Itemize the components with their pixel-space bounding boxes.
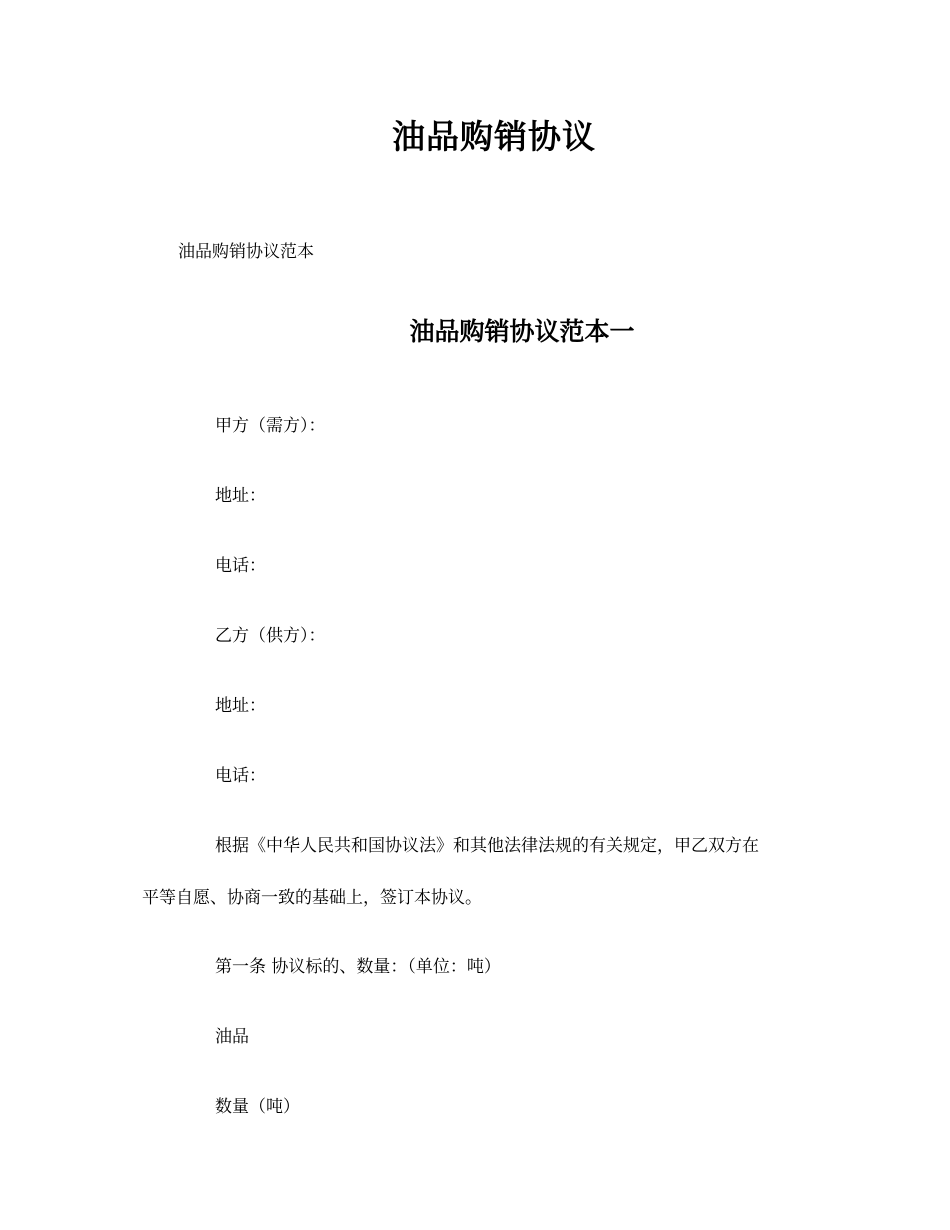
article-1-heading: 第一条 协议标的、数量：（单位：吨） bbox=[215, 957, 501, 977]
document-subtitle: 油品购销协议范本 bbox=[178, 242, 314, 262]
party-a-label: 甲方（需方）： bbox=[215, 416, 326, 436]
party-a-phone-label: 电话： bbox=[215, 556, 266, 576]
document-title: 油品购销协议 bbox=[392, 117, 596, 156]
party-b-label: 乙方（供方）： bbox=[215, 626, 326, 646]
oil-product-column-label: 油品 bbox=[215, 1027, 249, 1047]
party-b-phone-label: 电话： bbox=[215, 766, 266, 786]
party-a-address-label: 地址： bbox=[215, 486, 266, 506]
section-title: 油品购销协议范本一 bbox=[409, 317, 635, 346]
party-b-address-label: 地址： bbox=[215, 696, 266, 716]
quantity-column-label: 数量（吨） bbox=[215, 1097, 300, 1117]
preamble-line-2: 平等自愿、协商一致的基础上，签订本协议。 bbox=[142, 888, 482, 908]
preamble-line-1: 根据《中华人民共和国协议法》和其他法律法规的有关规定，甲乙双方在 bbox=[215, 836, 759, 856]
